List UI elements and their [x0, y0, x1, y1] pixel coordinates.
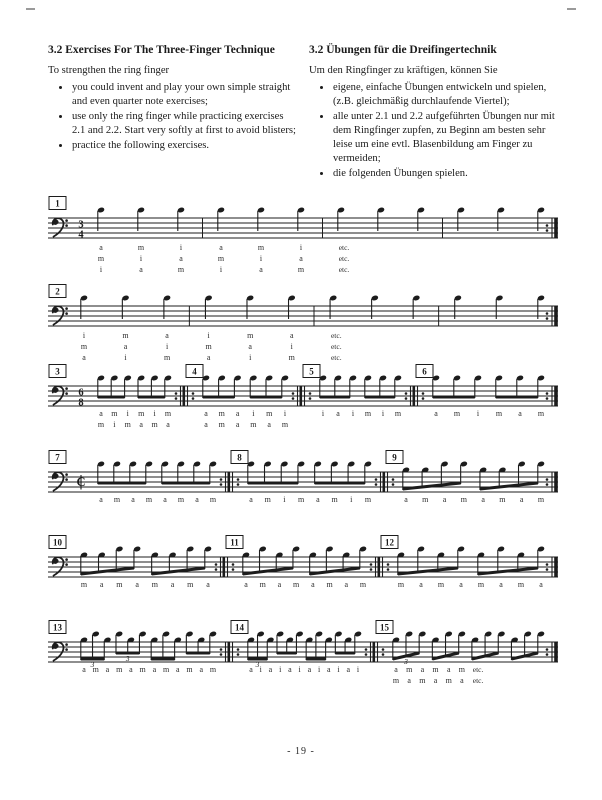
fingering-letter: m — [145, 495, 153, 504]
fingering-letter: a — [249, 665, 253, 674]
time-signature — [78, 388, 83, 409]
fingering-letter: a — [336, 409, 340, 418]
fingering-letter: m — [113, 495, 121, 504]
fingering-letter: m — [92, 665, 99, 674]
bullet-item: • you could invent and play your own simple straight and even quarter note exercises; — [71, 81, 296, 109]
svg-text:12: 12 — [385, 537, 394, 548]
svg-text:15: 15 — [380, 622, 389, 633]
beam — [243, 568, 293, 574]
fingering-letter: i — [283, 409, 287, 418]
fingering-letter: a — [176, 665, 180, 674]
fingering-letter: m — [257, 243, 265, 252]
fingering-letter: a — [248, 342, 252, 351]
fingering-letter: a — [316, 495, 320, 504]
beam — [403, 483, 461, 489]
fingering-letter: m — [187, 580, 194, 589]
fingering-letter: etc. — [338, 254, 350, 263]
bullet-list-english — [48, 81, 296, 153]
svg-text:11: 11 — [230, 537, 239, 548]
notation-row-2 — [48, 284, 558, 366]
fingering-letter: a — [289, 331, 294, 340]
exercise-15 — [376, 621, 556, 686]
section-intro-german: Um den Ringfinger zu kräftigen, können Sie — [309, 65, 498, 76]
fingering-letter: m — [422, 495, 429, 504]
svg-text:4: 4 — [192, 366, 197, 377]
fingering-letter: a — [499, 580, 503, 589]
fingering-letter: a — [163, 495, 167, 504]
fingering-letter: m — [359, 580, 367, 589]
fingering-letter: i — [350, 495, 353, 504]
fingering-letter: a — [235, 409, 240, 418]
fingering-letter: i — [259, 665, 262, 674]
fingering-letter: a — [166, 420, 170, 429]
fingering-letter: m — [116, 665, 123, 674]
svg-text:13: 13 — [53, 622, 62, 633]
fingering-letter: m — [151, 420, 158, 429]
fingering-letter: a — [129, 665, 133, 674]
fingering-letter: a — [518, 409, 522, 418]
fingering-letter: m — [250, 420, 257, 429]
fingering-letter: a — [434, 409, 438, 418]
fingering-letter: m — [162, 665, 170, 674]
bullet-item: • practice the following exercises. — [71, 139, 296, 153]
fingering-letter: i — [179, 243, 183, 252]
fingering-letter: i — [283, 495, 286, 504]
notation-row-6 — [48, 620, 558, 690]
fingering-letter: m — [453, 409, 461, 418]
fingering-letter: a — [277, 580, 282, 589]
fingering-letter: m — [266, 409, 273, 418]
beam — [478, 568, 538, 574]
fingering-letter: m — [205, 342, 212, 351]
triplet-mark: 3 — [404, 657, 408, 666]
fingering-letter: m — [293, 580, 300, 589]
bass-clef-icon — [52, 472, 68, 490]
fingering-letter: etc. — [472, 665, 484, 674]
fingering-letter: m — [164, 409, 172, 418]
fingering-letter: a — [459, 580, 463, 589]
fingering-letter: a — [404, 495, 408, 504]
fingering-letter: etc. — [330, 342, 342, 351]
fingering-letter: a — [460, 676, 464, 685]
beam — [398, 568, 458, 574]
fingering-letter: m — [209, 495, 217, 504]
fingering-letter: m — [80, 580, 88, 589]
section-intro-english: To strengthen the ring finger — [48, 65, 170, 76]
fingering-letter: m — [331, 495, 338, 504]
fingering-letter: m — [138, 409, 145, 418]
bullet-item: • eigene, einfache Übungen entwickeln und spielen, (z.B. gleichmäßig durchlaufende Viertel); — [332, 81, 557, 109]
fingering-letter: m — [124, 420, 131, 429]
fingering-letter: m — [458, 665, 466, 674]
fingering-letter: m — [288, 353, 295, 362]
exercise-4 — [186, 365, 301, 430]
fingering-letter: a — [446, 665, 451, 674]
fingering-letter: m — [394, 409, 402, 418]
fingering-letter: a — [82, 665, 86, 674]
fingering-letter: a — [259, 265, 263, 274]
svg-text:1: 1 — [55, 198, 60, 209]
fingering-letter: i — [249, 353, 252, 362]
fingering-letter: a — [219, 243, 223, 252]
fingering-letter: m — [537, 495, 545, 504]
fingering-letter: m — [477, 580, 485, 589]
fingering-letter: a — [82, 353, 86, 362]
fingering-letter: a — [307, 665, 312, 674]
fingering-letter: m — [281, 420, 289, 429]
fingering-letter: i — [321, 409, 325, 418]
fingering-letter: a — [206, 580, 210, 589]
fingering-letter: a — [165, 331, 169, 340]
fingering-letter: i — [126, 409, 129, 418]
fingering-letter: m — [364, 495, 372, 504]
fingering-letter: a — [135, 580, 139, 589]
fingering-letter: a — [420, 665, 425, 674]
svg-text:8: 8 — [78, 397, 84, 409]
notation-row-1 — [48, 196, 558, 278]
fingering-letter: m — [298, 495, 305, 504]
fingering-letter: a — [407, 676, 411, 685]
fingering-letter: m — [137, 243, 145, 252]
fingering-letter: a — [139, 265, 143, 274]
fingering-letter: m — [264, 495, 271, 504]
fingering-letter: m — [259, 580, 266, 589]
fingering-letter: m — [111, 409, 118, 418]
fingering-letter: etc. — [338, 265, 350, 274]
fingering-letter: i — [207, 331, 210, 340]
fingering-letter: m — [392, 676, 400, 685]
fingering-letter: i — [476, 409, 480, 418]
triplet-mark: 3 — [255, 660, 260, 669]
fingering-letter: m — [116, 580, 123, 589]
fingering-letter: a — [327, 665, 331, 674]
fingering-letter: i — [351, 409, 355, 418]
svg-text:6: 6 — [78, 387, 84, 399]
fingering-letter: etc. — [330, 331, 342, 340]
fingering-letter: a — [519, 495, 524, 504]
fingering-letter: i — [165, 342, 169, 351]
exercise-1 — [49, 197, 556, 275]
fingering-letter: m — [209, 665, 217, 674]
fingering-letter: i — [219, 265, 223, 274]
svg-text:5: 5 — [309, 366, 314, 377]
svg-text:8: 8 — [237, 452, 242, 463]
fingering-letter: m — [537, 409, 545, 418]
fingering-letter: m — [122, 331, 129, 340]
triplet-mark: 3 — [125, 654, 130, 663]
svg-text:3: 3 — [78, 219, 84, 231]
fingering-letter: a — [268, 665, 273, 674]
crop-mark — [567, 8, 576, 10]
bullet-item: • die folgenden Übungen spielen. — [332, 167, 557, 181]
beam — [152, 568, 205, 574]
fingering-letter: m — [326, 580, 333, 589]
svg-text:9: 9 — [392, 452, 397, 463]
fingering-letter: m — [499, 495, 506, 504]
fingering-letter: m — [177, 265, 185, 274]
fingering-letter: a — [419, 580, 423, 589]
fingering-letter: m — [186, 665, 193, 674]
bass-clef-icon — [52, 306, 68, 324]
fingering-letter: m — [177, 495, 185, 504]
fingering-letter: i — [356, 665, 360, 674]
svg-text:7: 7 — [55, 452, 60, 463]
beam — [480, 483, 538, 489]
fingering-letter: m — [437, 580, 445, 589]
fingering-letter: i — [252, 409, 255, 418]
fingering-letter: m — [297, 265, 305, 274]
fingering-letter: i — [337, 665, 340, 674]
fingering-letter: m — [139, 665, 146, 674]
fingering-letter: m — [432, 665, 439, 674]
fingering-letter: a — [99, 580, 104, 589]
fingering-letter: a — [152, 665, 157, 674]
svg-text:6: 6 — [422, 366, 427, 377]
fingering-letter: a — [244, 580, 248, 589]
section-heading-english: 3.2 Exercises For The Three-Finger Technique — [48, 44, 275, 56]
fingering-letter: i — [290, 342, 293, 351]
fingering-letter: i — [139, 254, 143, 263]
fingering-letter: etc. — [472, 676, 484, 685]
fingering-letter: a — [249, 495, 253, 504]
fingering-letter: a — [346, 665, 351, 674]
bass-clef-icon — [52, 218, 68, 236]
fingering-letter: a — [204, 409, 208, 418]
beam — [81, 568, 134, 574]
svg-text:14: 14 — [235, 622, 244, 633]
svg-text:C: C — [76, 475, 86, 490]
time-signature — [76, 475, 85, 490]
fingering-letter: a — [433, 676, 438, 685]
fingering-letter: m — [406, 665, 413, 674]
fingering-letter: a — [170, 580, 175, 589]
fingering-letter: m — [445, 676, 452, 685]
bass-clef-icon — [52, 557, 68, 575]
fingering-letter: a — [99, 495, 103, 504]
fingering-letter: i — [124, 353, 127, 362]
fingering-letter: i — [299, 243, 303, 252]
fingering-letter: i — [298, 665, 301, 674]
fingering-letter: m — [218, 420, 225, 429]
notation-row-5 — [48, 535, 558, 595]
fingering-letter: m — [97, 420, 105, 429]
fingering-letter: a — [206, 353, 211, 362]
notation-row-3 — [48, 364, 558, 434]
fingering-letter: a — [539, 580, 543, 589]
fingering-letter: m — [97, 254, 105, 263]
fingering-letter: a — [199, 665, 204, 674]
fingering-letter: a — [139, 420, 143, 429]
time-signature — [78, 220, 84, 241]
section-heading-german: 3.2 Übungen für die Dreifingertechnik — [309, 44, 497, 56]
svg-text:4: 4 — [78, 229, 84, 241]
page-number: - 19 - — [287, 746, 315, 757]
fingering-letter: m — [151, 580, 158, 589]
notation-row-4 — [48, 450, 558, 510]
svg-text:10: 10 — [53, 537, 62, 548]
fingering-letter: a — [99, 243, 103, 252]
fingering-letter: a — [235, 420, 240, 429]
fingering-letter: i — [259, 254, 263, 263]
fingering-letter: m — [419, 676, 426, 685]
crop-mark — [26, 8, 35, 10]
fingering-letter: m — [460, 495, 467, 504]
fingering-letter: a — [131, 495, 135, 504]
fingering-letter: m — [80, 342, 88, 351]
exercise-3 — [49, 365, 184, 430]
bullet-item: • use only the ring finger while practicing exercises 2.1 and 2.2. Start very softly at first to avoid blisters; — [71, 110, 296, 138]
fingering-letter: a — [123, 342, 128, 351]
bass-clef-icon — [52, 386, 68, 404]
fingering-letter: m — [217, 254, 225, 263]
fingering-letter: i — [153, 409, 156, 418]
fingering-letter: m — [247, 331, 254, 340]
fingering-letter: a — [267, 420, 271, 429]
fingering-letter: m — [163, 353, 171, 362]
fingering-letter: a — [288, 665, 292, 674]
triplet-mark: 3 — [90, 660, 95, 669]
svg-text:2: 2 — [55, 286, 60, 297]
fingering-letter: a — [195, 495, 199, 504]
fingering-letter: i — [381, 409, 385, 418]
svg-text:3: 3 — [55, 366, 60, 377]
intro-text-columns — [48, 44, 558, 183]
fingering-letter: i — [99, 265, 103, 274]
bass-clef-icon — [52, 642, 68, 660]
fingering-letter: a — [394, 665, 398, 674]
section-german — [309, 44, 557, 183]
fingering-letter: a — [311, 580, 315, 589]
bullet-item: • alle unter 2.1 und 2.2 aufgeführten Übungen nur mit dem Ringfinger zupfen, zu Beginn am besten sehr leise um eine evtl. Blasenbildung am Finger zu vermeiden; — [332, 110, 557, 166]
fingering-letter: a — [204, 420, 208, 429]
fingering-letter: i — [82, 331, 86, 340]
fingering-letter: m — [364, 409, 372, 418]
fingering-letter: a — [105, 665, 110, 674]
beam — [310, 568, 360, 574]
bullet-list-german — [309, 81, 557, 182]
fingering-letter: m — [517, 580, 525, 589]
fingering-letter: a — [179, 254, 183, 263]
fingering-letter: etc. — [330, 353, 342, 362]
section-english — [48, 44, 296, 183]
fingering-letter: m — [495, 409, 503, 418]
fingering-letter: m — [218, 409, 225, 418]
fingering-letter: m — [397, 580, 405, 589]
exercise-2 — [49, 285, 556, 363]
fingering-letter: a — [299, 254, 303, 263]
fingering-letter: i — [113, 420, 116, 429]
fingering-letter: a — [481, 495, 485, 504]
fingering-letter: a — [442, 495, 447, 504]
fingering-letter: a — [344, 580, 349, 589]
fingering-letter: etc. — [338, 243, 350, 252]
fingering-letter: i — [279, 665, 282, 674]
fingering-letter: a — [99, 409, 103, 418]
fingering-letter: i — [317, 665, 321, 674]
